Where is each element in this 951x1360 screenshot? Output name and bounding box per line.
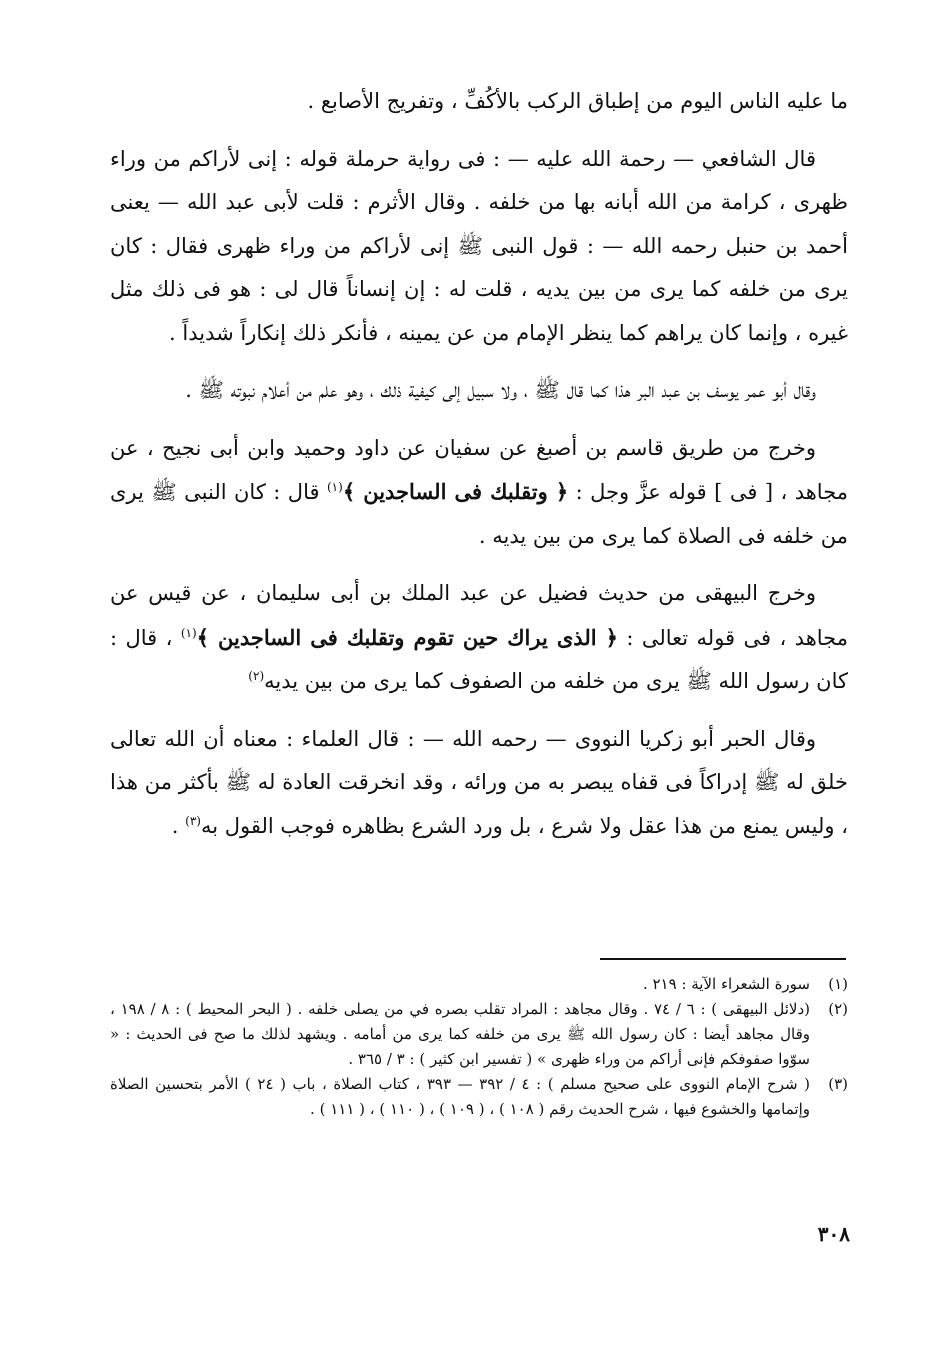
paragraph-qasim-text-a: وخرج من طريق قاسم بن أصبغ عن سفيان عن داود وحميد وابن أبى نجيح ، عن مجاهد ، [ فى ] قوله عزَّ وجل : <box>110 435 848 504</box>
footnote-1-number: (١) <box>828 975 848 993</box>
footnote-ref-1: (١) <box>326 480 343 494</box>
footnotes <box>110 972 848 1122</box>
footnote-2-text: (دلائل البيهقى ) : ٦ / ٧٤ . وقال مجاهد : المراد تقلب بصره في من يصلى خلفه . ( البحر المحيط ) : ٨ / ١٩٨ ، وقال مجاهد أيضا : كان رسول الله ﷺ يرى من خلفه كما يرى من أمامه . ويشهد لذلك ما صح فى الحديث : « سوّوا صفوفكم فإنى أراكم من وراء ظهرى » ( تفسير ابن كثير ) : ٣ / ٣٦٥ . <box>110 1000 810 1068</box>
page-number: ٣٠٨ <box>817 1222 850 1246</box>
footnote-3 <box>110 1072 848 1122</box>
footnote-3-text: ( شرح الإمام النووى على صحيح مسلم ) : ٤ / ٣٩٢ — ٣٩٣ ، كتاب الصلاة ، باب ( ٢٤ ) الأمر بتحسين الصلاة وإتمامها والخشوع فيها ، شرح الحديث رقم ( ١٠٨ ) ، ( ١٠٩ ) ، ( ١١٠ ) ، ( ١١١ ) . <box>110 1075 810 1118</box>
footnote-ref-3: (٣) <box>185 813 201 828</box>
paragraph-ibn-abd-al-barr <box>110 369 848 413</box>
paragraph-qasim-text-b: قال : كان النبى ﷺ يرى من خلفه فى الصلاة كما يرى من بين يديه . <box>110 480 848 548</box>
quran-quote-2: ﴿ الذى يراك حين تقوم وتقلبك فى الساجدين ﴾ <box>196 624 618 650</box>
paragraph-bayhaqi-text-b: ، قال : كان رسول الله ﷺ يرى من خلفه من الصفوف كما يرى من بين يديه <box>110 625 848 693</box>
paragraph-shafii-text: قال الشافعي — رحمة الله عليه — : فى رواية حرملة قوله : إنى لأراكم من وراء ظهرى ، كرامة من الله أبانه بها من خلفه . وقال الأثرم : قلت لأبى عبد الله — يعنى أحمد بن حنبل رحمه الله — : قول النبى ﷺ إنى لأراكم من وراء ظهرى فقال : كان يرى من خلفه كما يرى من بين يديه ، قلت له : إن إنساناً قال لى : هو فى ذلك مثل غيره ، وإنما كان يراهم كما ينظر الإمام من عن يمينه ، فأنكر ذلك إنكاراً شديداً . <box>110 146 848 345</box>
paragraph-bayhaqi <box>110 572 848 704</box>
footnote-1-text: سورة الشعراء الآية : ٢١٩ . <box>642 975 810 993</box>
quran-quote-1: ﴿ وتقلبك فى الساجدين ﴾ <box>342 479 569 504</box>
paragraph-1 <box>110 80 848 124</box>
paragraph-1-text: ما عليه الناس اليوم من إطباق الركب بالأكُفِّ ، وتفريج الأصابع . <box>307 89 848 113</box>
footnote-3-number: (٣) <box>828 1075 848 1093</box>
paragraph-nawawi-end: . <box>171 813 186 838</box>
paragraph-nawawi <box>110 718 848 849</box>
paragraph-ibn-abd-al-barr-text: وقال أبو عمر يوسف بن عبد البر هذا كما قال ﷺ ، ولا سبيل إلى كيفية ذلك ، وهو علم من أعلام نبوته ﷺ . <box>185 378 816 402</box>
page-body <box>110 80 848 848</box>
paragraph-qasim <box>110 427 848 559</box>
paragraph-shafii <box>110 138 848 356</box>
footnote-ref-2: (٢) <box>248 669 265 683</box>
footnote-1 <box>110 972 848 997</box>
footnote-2 <box>110 997 848 1072</box>
footnote-2-number: (٢) <box>828 1000 848 1018</box>
paragraph-nawawi-text: وقال الحبر أبو زكريا النووى — رحمه الله — : قال العلماء : معناه أن الله تعالى خلق له ﷺ إدراكاً فى قفاه يبصر به من ورائه ، وقد انخرقت العادة له ﷺ بأكثر من هذا ، وليس يمنع من هذا عقل ولا شرع ، بل ورد الشرع بظاهره فوجب القول به <box>110 726 848 838</box>
footnote-separator <box>600 958 846 960</box>
paragraph-bayhaqi-text-a: وخرج البيهقى من حديث فضيل عن عبد الملك بن أبى سليمان ، عن قيس عن مجاهد ، فى قوله تعالى : <box>110 581 848 650</box>
footnote-ref-1b: (١) <box>180 625 197 640</box>
